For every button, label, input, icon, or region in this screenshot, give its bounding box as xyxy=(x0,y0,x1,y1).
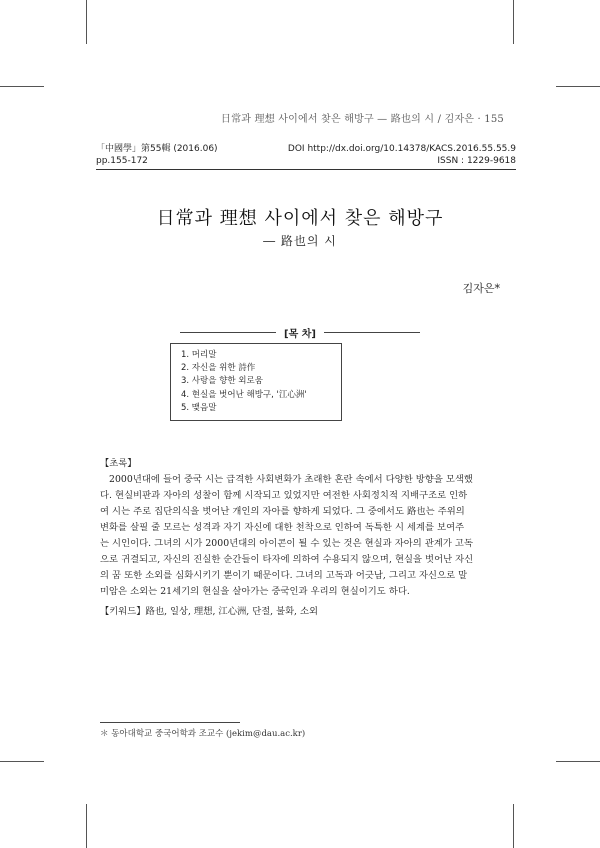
crop-mark xyxy=(513,0,514,44)
toc-item[interactable]: 3. 사랑을 향한 외로움 xyxy=(181,376,263,387)
author-name: 김자은* xyxy=(462,282,500,295)
toc-heading xyxy=(0,325,600,340)
paper-subtitle: ― 路也의 시 xyxy=(263,234,337,248)
crop-mark xyxy=(556,761,600,762)
abstract-line: 으로 귀결되고, 자신의 진실한 순간들이 타자에 의하여 수용되지 않으며, 현실을 벗어난 자신 xyxy=(100,554,474,565)
toc-item[interactable]: 1. 머리말 xyxy=(181,350,217,360)
author-footnote: ＊ 동아대학교 중국어학과 조교수 (jekim@dau.ac.kr) xyxy=(100,729,306,739)
journal-info: 「中國學」第55輯 (2016.06) xyxy=(96,144,218,154)
abstract xyxy=(100,456,512,600)
toc-item[interactable]: 4. 현실을 벗어난 해방구, '江心洲' xyxy=(181,389,307,400)
keywords: 【키워드】路也, 일상, 理想, 江心洲, 단절, 불화, 소외 xyxy=(100,606,318,617)
toc-item[interactable]: 2. 자신을 위한 詩作 xyxy=(181,363,256,374)
crop-mark xyxy=(556,86,600,87)
toc-item[interactable]: 5. 맺음말 xyxy=(181,402,217,413)
page-range: pp.155-172 xyxy=(96,156,148,166)
crop-mark xyxy=(0,86,44,87)
abstract-heading: 【초록】 xyxy=(100,458,137,469)
toc-heading-label: [목 차] xyxy=(284,329,316,340)
crop-mark xyxy=(0,761,44,762)
abstract-line: 여 시는 주로 집단의식을 벗어난 개인의 자아를 향하게 되었다. 그 중에서도 路也는 주위의 xyxy=(100,506,465,517)
issn: ISSN : 1229-9618 xyxy=(437,156,516,166)
abstract-line: 변화를 살필 줄 모르는 성격과 자기 자신에 대한 천착으로 인하여 독특한 시 세계를 보여주 xyxy=(100,522,465,533)
crop-mark xyxy=(513,804,514,848)
running-header: 日常과 理想 사이에서 찾은 해방구 — 路也의 시 / 김자은 · 155 xyxy=(220,114,504,125)
abstract-line: 다. 현실비판과 자아의 성찰이 함께 시작되고 있었지만 여전한 사회정치적 지배구조로 인하 xyxy=(100,490,468,501)
table-of-contents xyxy=(170,343,342,421)
crop-mark xyxy=(86,0,87,44)
abstract-line: 2000년대에 들어 중국 시는 급격한 사회변화가 초래한 혼란 속에서 다양한 방향을 모색했 xyxy=(109,474,473,485)
abstract-line: 는 시인이다. 그녀의 시가 2000년대의 아이콘이 될 수 있는 것은 현실과 자아의 관계가 고독 xyxy=(100,538,473,549)
abstract-line: 의 꿈 또한 소외를 심화시키기 뿐이기 때문이다. 그녀의 고독과 어긋남, 그리고 자신으로 말 xyxy=(100,570,468,581)
footnote-divider xyxy=(100,722,240,723)
abstract-line: 미암은 소외는 21세기의 현실을 살아가는 중국인과 우리의 현실이기도 하다. xyxy=(100,586,410,597)
doi-link[interactable]: DOI http://dx.doi.org/10.14378/KACS.2016.55.55.9 xyxy=(287,144,516,154)
paper-title: 日常과 理想 사이에서 찾은 해방구 xyxy=(156,208,444,229)
toc-heading-rule-right xyxy=(324,332,420,333)
meta-divider xyxy=(96,169,516,170)
crop-mark xyxy=(86,804,87,848)
toc-heading-rule-left xyxy=(180,332,276,333)
article-meta xyxy=(96,143,516,167)
